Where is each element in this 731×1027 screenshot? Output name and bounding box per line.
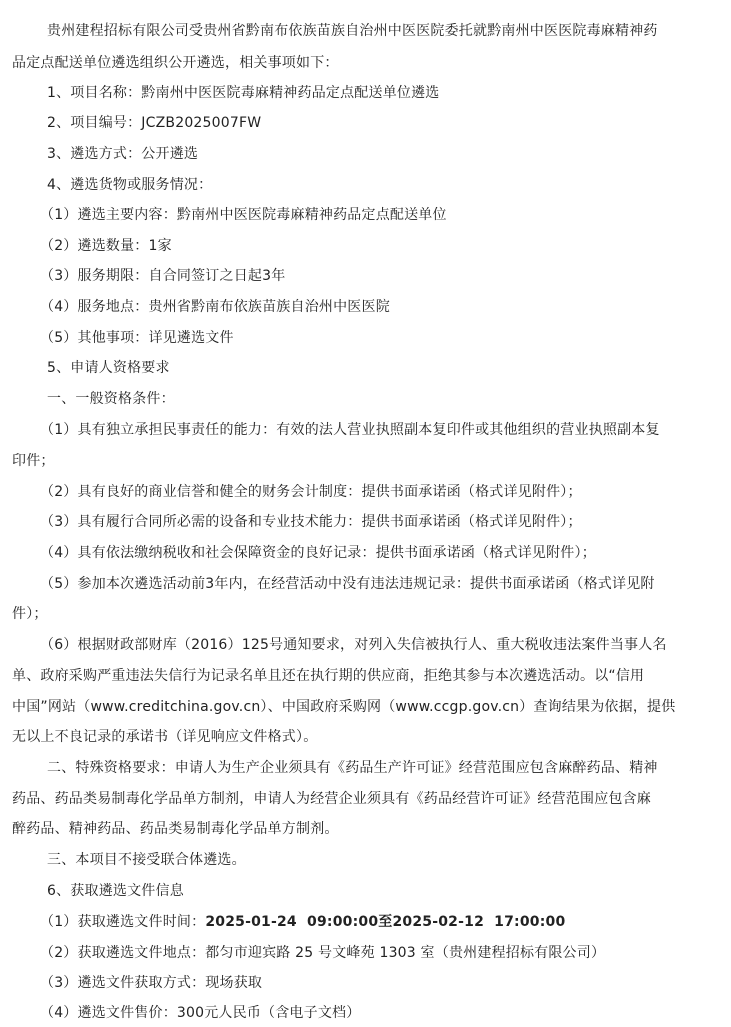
consortium-statement: 三、本项目不接受联合体遴选。 bbox=[47, 852, 246, 868]
condition-4: （4）具有依法缴纳税收和社会保障资金的良好记录：提供书面承诺函（格式详见附件）； bbox=[40, 545, 596, 561]
special-qualification-line-3: 醉药品、精神药品、药品类易制毒化学品单方制剂。 bbox=[12, 821, 339, 837]
goods-item-5: （5）其他事项：详见遴选文件 bbox=[40, 330, 234, 346]
special-qualification-line-2: 药品、药品类易制毒化学品单方制剂，申请人为经营企业须具有《药品经营许可证》经营范围应包含麻 bbox=[12, 791, 651, 807]
goods-item-2: （2）遴选数量：1家 bbox=[40, 238, 172, 254]
obtain-location: （2）获取遴选文件地点：都匀市迎宾路 25 号文峰苑 1303 室（贵州建程招标有限公司） bbox=[40, 945, 606, 961]
condition-6-line-3: 中国”网站（www.creditchina.gov.cn）、中国政府采购网（www.ccgp.gov.cn）查询结果为依据，提供 bbox=[12, 699, 676, 715]
project-number: 2、项目编号：JCZB2025007FW bbox=[47, 115, 262, 131]
goods-item-4: （4）服务地点：贵州省黔南布依族苗族自治州中医医院 bbox=[40, 299, 390, 315]
condition-3: （3）具有履行合同所必需的设备和专业技术能力：提供书面承诺函（格式详见附件）； bbox=[40, 514, 582, 530]
obtain-price: （4）遴选文件售价：300元人民币（含电子文档） bbox=[40, 1005, 361, 1021]
obtain-time-value: 2025-01-24 09:00:00至2025-02-12 17:00:00 bbox=[205, 914, 566, 930]
goods-item-1: （1）遴选主要内容：黔南州中医医院毒麻精神药品定点配送单位 bbox=[40, 207, 447, 223]
special-qualification-line-1: 二、特殊资格要求：申请人为生产企业须具有《药品生产许可证》经营范围应包含麻醉药品、精神 bbox=[47, 760, 658, 776]
condition-6-line-4: 无以上不良记录的承诺书（详见响应文件格式）。 bbox=[12, 729, 318, 745]
selection-method: 3、遴选方式：公开遴选 bbox=[47, 146, 199, 162]
intro-line-2: 品定点配送单位遴选组织公开遴选，相关事项如下： bbox=[12, 55, 339, 71]
goods-item-3: （3）服务期限：自合同签订之日起3年 bbox=[40, 268, 286, 284]
intro-line-1: 贵州建程招标有限公司受贵州省黔南布依族苗族自治州中医医院委托就黔南州中医医院毒麻精神药 bbox=[47, 23, 658, 39]
condition-1-line-2: 印件； bbox=[12, 453, 55, 469]
condition-1-line-1: （1）具有独立承担民事责任的能力：有效的法人营业执照副本复印件或其他组织的营业执照副本复 bbox=[40, 422, 660, 438]
obtain-docs-heading: 6、获取遴选文件信息 bbox=[47, 883, 184, 899]
project-name: 1、项目名称：黔南州中医医院毒麻精神药品定点配送单位遴选 bbox=[47, 85, 440, 101]
goods-services-heading: 4、遴选货物或服务情况： bbox=[47, 177, 213, 193]
qualification-heading: 5、申请人资格要求 bbox=[47, 360, 170, 376]
condition-6-line-2: 单、政府采购严重违法失信行为记录名单且还在执行期的供应商，拒绝其参与本次遴选活动。以“信用 bbox=[12, 668, 645, 684]
condition-5-line-1: （5）参加本次遴选活动前3年内，在经营活动中没有违法违规记录：提供书面承诺函（格式详见附 bbox=[40, 576, 655, 592]
general-qualification-heading: 一、一般资格条件： bbox=[47, 391, 175, 407]
obtain-method: （3）遴选文件获取方式：现场获取 bbox=[40, 975, 263, 991]
obtain-time bbox=[40, 913, 565, 931]
obtain-time-label: （1）获取遴选文件时间： bbox=[40, 914, 206, 930]
condition-6-line-1: （6）根据财政部财库（2016）125号通知要求，对列入失信被执行人、重大税收违法案件当事人名 bbox=[40, 637, 667, 653]
condition-5-line-2: 件）； bbox=[12, 606, 48, 622]
condition-2: （2）具有良好的商业信誉和健全的财务会计制度：提供书面承诺函（格式详见附件）； bbox=[40, 484, 582, 500]
